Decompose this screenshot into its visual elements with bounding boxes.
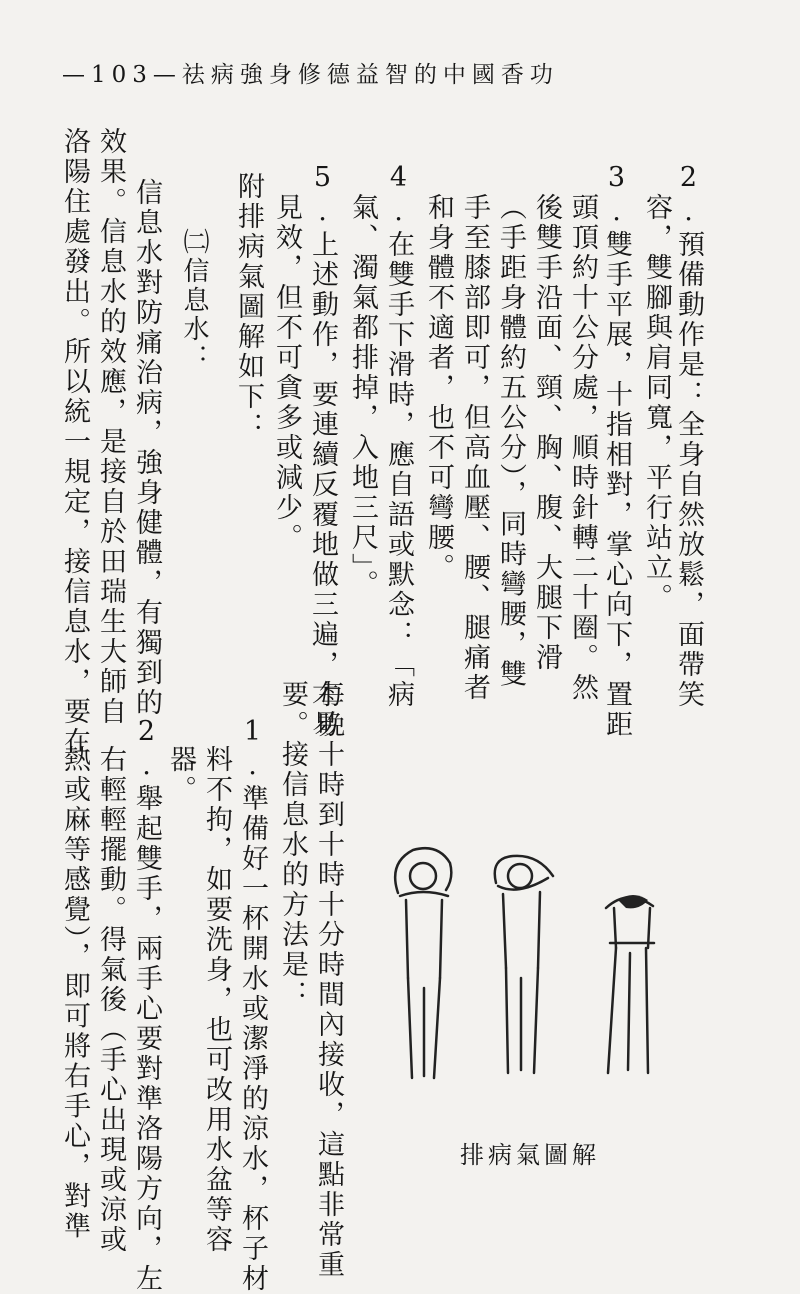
- lower-col-6: 2.舉起雙手，兩手心要對準洛陽方向，左: [131, 716, 162, 1294]
- upper-col-18: 洛陽住處發出。所以統一規定，接信息水，要在: [59, 127, 90, 757]
- upper-col-10: 氣、濁氣都排掉，入地三尺」。: [347, 193, 378, 600]
- lower-col-3: 1.準備好一杯開水或潔淨的涼水，杯子材: [237, 716, 268, 1294]
- lower-col-4: 料不拘，如要洗身，也可改用水盆等容: [201, 745, 232, 1255]
- lower-col-5: 器。: [165, 745, 196, 805]
- lower-col-1: 每晚十時到十時十分時間內接收，這點非常重: [313, 680, 344, 1280]
- figure-bending-head: [618, 895, 648, 908]
- section-heading: ㈡信息水：: [179, 228, 209, 373]
- upper-col-13: 附排病氣圖解如下：: [233, 172, 264, 442]
- lower-col-7: 右輕輕擺動。得氣後（手心出現或涼或: [95, 745, 126, 1255]
- figure-hands-on-head: [495, 856, 553, 1073]
- figure-caption: 排病氣圖解: [460, 1141, 600, 1169]
- upper-col-3: 3.雙手平展，十指相對，掌心向下，置距: [601, 162, 632, 740]
- upper-col-9: 4.在雙手下滑時，應自語或默念：「病: [383, 162, 414, 710]
- upper-col-12: 見效，但不可貪多或減少。: [271, 193, 302, 553]
- lower-col-8: 熱或麻等感覺），即可將右手心，對準: [59, 745, 90, 1242]
- figure-bending: [606, 897, 654, 1073]
- lower-col-2: 要。接信息水的方法是：: [277, 680, 308, 1010]
- upper-col-2: 容，雙腳與肩同寬，平行站立。: [641, 193, 672, 613]
- upper-col-6: （手距身體約五公分），同時彎腰，雙: [495, 193, 526, 690]
- upper-col-1: 2.預備動作是：全身自然放鬆，面帶笑: [673, 162, 704, 710]
- upper-col-8: 和身體不適者，也不可彎腰。: [423, 193, 454, 583]
- upper-col-17: 效果。信息水的效應，是接自於田瑞生大師自: [95, 127, 126, 727]
- upper-col-11: 5.上述動作，要連續反覆地做三遍，才易: [307, 162, 338, 740]
- figure-arms-up: [395, 848, 451, 1078]
- upper-col-7: 手至膝部即可，但高血壓、腰、腿痛者: [459, 193, 490, 703]
- page-header: —103—祛病強身修德益智的中國香功: [62, 62, 559, 88]
- upper-col-15: 信息水對防痛治病，強身健體，有獨到的: [131, 178, 162, 718]
- exercise-illustration: [378, 838, 678, 1088]
- upper-col-4: 頭頂約十公分處，順時針轉二十圈。然: [567, 193, 598, 703]
- upper-col-5: 後雙手沿面、頸、胸、腹、大腿下滑: [531, 193, 562, 673]
